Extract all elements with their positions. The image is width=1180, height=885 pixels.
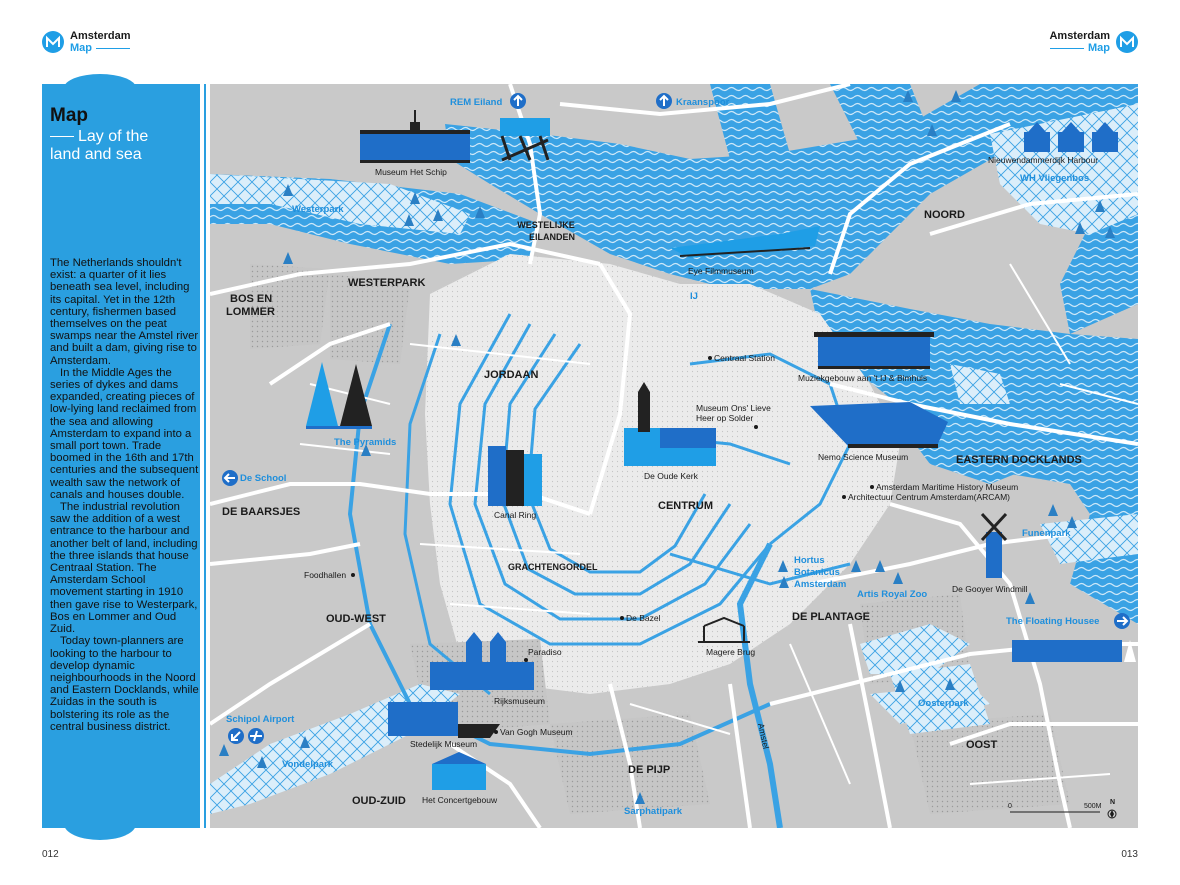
label-stedelijk: Stedelijk Museum	[410, 739, 478, 749]
label-rem-eiland: REM Eiland	[450, 97, 503, 108]
sidebar-tab-bottom	[64, 824, 136, 840]
label-museum-het-schip: Museum Het Schip	[375, 167, 447, 177]
header-city: Amsterdam	[70, 30, 131, 42]
label-foodhallen: Foodhallen	[304, 570, 347, 580]
label-oud-zuid: OUD-ZUID	[352, 795, 406, 807]
label-muziekgebouw: Muziekgebouw aan 't IJ & Bimhuis	[798, 373, 928, 383]
label-museum-ons-lieve-2: Heer op Solder	[696, 413, 754, 423]
scale-start: 0	[1008, 803, 1012, 810]
label-noord: NOORD	[924, 209, 965, 221]
label-de-gooyer-windmill: De Gooyer Windmill	[952, 584, 1028, 594]
label-van-gogh: Van Gogh Museum	[500, 727, 573, 737]
label-nemo: Nemo Science Museum	[818, 452, 909, 462]
label-de-school: De School	[240, 473, 287, 484]
label-de-baarsjes: DE BAARSJES	[222, 506, 301, 518]
label-maritime-museum: Amsterdam Maritime History Museum	[876, 482, 1019, 492]
label-rijksmuseum: Rijksmuseum	[494, 696, 546, 706]
sidebar-divider	[204, 84, 206, 828]
label-oost: OOST	[966, 739, 998, 751]
label-jordaan: JORDAAN	[484, 369, 539, 381]
guide-logo-icon	[42, 31, 64, 53]
label-paradiso: Paradiso	[528, 647, 562, 657]
label-de-plantage: DE PLANTAGE	[792, 611, 871, 623]
sidebar-title: Map	[50, 105, 88, 126]
airplane-icon	[248, 728, 264, 744]
label-wh-vliegenbos: WH Vliegenbos	[1020, 173, 1090, 184]
label-centraal-station: Centraal Station	[714, 353, 775, 363]
label-vondelpark: Vondelpark	[282, 759, 334, 770]
label-canal-ring: Canal Ring	[494, 510, 537, 520]
header-title	[70, 30, 131, 54]
header-section: Map	[1049, 42, 1110, 54]
label-hortus-2: Botanicus	[794, 567, 840, 578]
header-city: Amsterdam	[1049, 30, 1110, 42]
label-grachtengordel: GRACHTENGORDEL	[508, 562, 598, 572]
label-floating-houses: The Floating Housee	[1006, 616, 1100, 627]
muziekgebouw-illustration	[814, 332, 934, 369]
guide-logo-icon	[1116, 31, 1138, 53]
label-de-oude-kerk: De Oude Kerk	[644, 471, 698, 481]
floating-houses-illustration	[1012, 640, 1136, 662]
label-park-westerpark: Westerpark	[292, 204, 344, 215]
scale-end: 500M	[1084, 803, 1102, 810]
header-section: Map	[70, 42, 131, 54]
label-de-bazel: De Bazel	[626, 613, 661, 623]
body-paragraph: The industrial revolution saw the addition of a west entrance to the harbour and another belt of land, including the three islands that house Centraal Station. The Amsterdam School movement starting in 1910 then gave rise to Westerpark, Bos en Lommer and Oud Zuid.	[50, 501, 198, 636]
label-nieuwendammerdijk: Nieuwendammerdijk Harbour	[988, 155, 1099, 165]
intro-sidebar	[42, 84, 200, 828]
label-oud-west: OUD-WEST	[326, 613, 386, 625]
map-svg	[210, 84, 1138, 828]
page-number-left: 012	[42, 849, 59, 860]
label-concertgebouw: Het Concertgebouw	[422, 795, 498, 805]
label-bos-en-lommer: BOS EN	[230, 293, 273, 305]
label-eye-filmmuseum: Eye Filmmuseum	[688, 266, 754, 276]
sidebar-subtitle	[50, 128, 192, 164]
sidebar-body-text	[50, 257, 200, 733]
label-de-pijp: DE PIJP	[628, 764, 671, 776]
header-title	[1049, 30, 1110, 54]
north-label: N	[1110, 799, 1116, 806]
arrow-up-icon	[656, 93, 672, 109]
label-hortus: Hortus	[794, 555, 825, 566]
label-schiphol-airport: Schipol Airport	[226, 714, 295, 725]
label-ij: IJ	[690, 291, 698, 302]
label-arcam: Architectuur Centrum Amsterdam(ARCAM)	[848, 492, 1011, 502]
body-paragraph: In the Middle Ages the series of dykes and dams expanded, creating pieces of low-lying land reclaimed from the sea and allowing Amsterdam to expand into a small port town. Trade boomed in the 16th and 17th centuries and the subsequent wealth saw the network of canals and houses double.	[50, 366, 199, 501]
nieuwendammerdijk-illustration	[1024, 122, 1118, 152]
label-the-pyramids: The Pyramids	[334, 437, 397, 448]
label-kraanspoor: Kraanspoor	[676, 97, 730, 108]
label-magere-brug: Magere Brug	[706, 647, 756, 657]
canal-ring-illustration	[488, 446, 542, 506]
page-header-left	[42, 30, 131, 54]
label-bos-en-lommer-2: LOMMER	[226, 306, 275, 318]
subtitle-line-2: land and sea	[50, 146, 142, 163]
page-number-right: 013	[1121, 849, 1138, 860]
label-westerpark: WESTERPARK	[348, 277, 426, 289]
label-museum-ons-lieve: Museum Ons' Lieve	[696, 403, 771, 413]
arrow-up-icon	[510, 93, 526, 109]
subtitle-line-1: Lay of the	[78, 128, 149, 145]
label-sarphatipark: Sarphatipark	[624, 806, 683, 817]
body-paragraph: The Netherlands shouldn't exist: a quarter of it lies beneath sea level, including its capital. Yet in the 12th century, fishermen based themselves on the peat swamps near the Amstel river and built a dam, giving rise to Amsterdam.	[50, 257, 199, 367]
label-artis-royal-zoo: Artis Royal Zoo	[857, 589, 928, 600]
label-hortus-3: Amsterdam	[794, 579, 847, 590]
body-paragraph: Today town-planners are looking to the harbour to develop dynamic neighbourhoods in the Noord and Eastern Docklands, while Zuidas in the south is bolstering its role as the central business district.	[50, 635, 199, 733]
label-oosterpark: Oosterpark	[918, 698, 969, 709]
label-westelijke-eilanden-2: EILANDEN	[528, 232, 576, 242]
arrow-right-icon	[1114, 613, 1130, 629]
amsterdam-map	[210, 84, 1138, 828]
label-westelijke-eilanden: WESTELIJKE	[517, 220, 575, 230]
label-funenpark: Funenpark	[1022, 528, 1071, 539]
label-centrum: CENTRUM	[658, 500, 713, 512]
arrow-left-icon	[222, 470, 238, 486]
label-amstel: Amstel	[756, 722, 772, 750]
page-header-right	[1049, 30, 1138, 54]
arrow-down-left-icon	[228, 728, 244, 744]
label-eastern-docklands: EASTERN DOCKLANDS	[956, 454, 1082, 466]
